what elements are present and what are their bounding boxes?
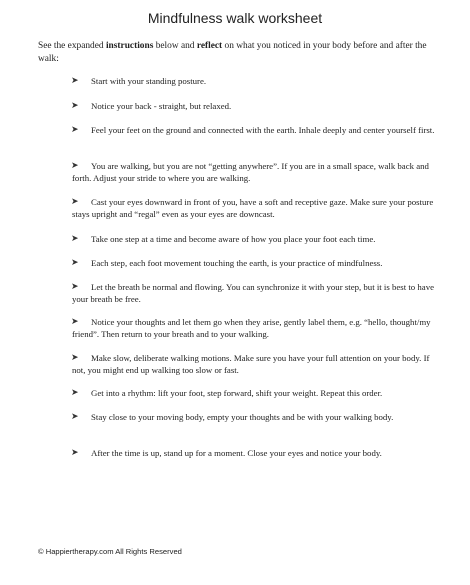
list-item-text: Let the breath be normal and flowing. You can synchronize it with your step, but it is best to have your breath be free. — [72, 282, 435, 304]
list-item-text: Start with your standing posture. — [91, 76, 207, 86]
list-item-text: Notice your thoughts and let them go when they arise, gently label them, e.g. “hello, thought/my friend”. Then return to your breath and to your walking. — [72, 317, 431, 339]
list-item — [72, 124, 440, 136]
arrow-bullet-icon: ➤ — [71, 125, 79, 135]
intro-text-1: See the expanded — [38, 41, 106, 51]
list-item-text: Take one step at a time and become aware of how you place your foot each time. — [91, 234, 376, 244]
list-item — [72, 281, 440, 305]
list-item — [72, 316, 440, 340]
list-item-text: Each step, each foot movement touching the earth, is your practice of mindfulness. — [91, 258, 383, 268]
list-item-text: Make slow, deliberate walking motions. Make sure you have your full attention on your body. If not, you might end up walking too slow or fast. — [72, 353, 430, 375]
list-item — [72, 257, 440, 269]
arrow-bullet-icon: ➤ — [71, 388, 79, 398]
arrow-bullet-icon: ➤ — [71, 161, 79, 171]
list-item — [72, 196, 440, 220]
arrow-bullet-icon: ➤ — [71, 76, 79, 86]
list-item-text: Cast your eyes downward in front of you, have a soft and receptive gaze. Make sure your posture stays upright and “regal” even as your eyes are downcast. — [72, 197, 434, 219]
list-item-text: Stay close to your moving body, empty your thoughts and be with your walking body. — [91, 412, 394, 422]
intro-bold-reflect: reflect — [196, 41, 223, 51]
arrow-bullet-icon: ➤ — [71, 412, 79, 422]
arrow-bullet-icon: ➤ — [71, 317, 79, 327]
list-item-text: You are walking, but you are not “getting anywhere”. If you are in a small space, walk back and forth. Adjust your stride to where you are walking. — [72, 161, 429, 183]
list-item-text: Feel your feet on the ground and connected with the earth. Inhale deeply and center yourself first. — [91, 125, 435, 135]
intro-bold-instructions: instructions — [105, 41, 154, 51]
arrow-bullet-icon: ➤ — [71, 101, 79, 111]
list-item — [72, 447, 440, 459]
list-item — [72, 233, 440, 245]
arrow-bullet-icon: ➤ — [71, 197, 79, 207]
intro-text-2: below and — [153, 41, 197, 51]
list-item — [72, 387, 440, 399]
arrow-bullet-icon: ➤ — [71, 234, 79, 244]
list-item — [72, 160, 440, 184]
arrow-bullet-icon: ➤ — [71, 282, 79, 292]
list-item — [72, 100, 440, 112]
copyright-footer: © Happiertherapy.com All Rights Reserved — [38, 547, 182, 556]
list-item — [72, 411, 440, 423]
list-item — [72, 75, 440, 87]
arrow-bullet-icon: ➤ — [71, 258, 79, 268]
intro-text-3: on what you noticed in your body before and after the walk: — [38, 41, 427, 64]
list-item-text: Get into a rhythm: lift your foot, step forward, shift your weight. Repeat this order. — [91, 388, 383, 398]
page-title: Mindfulness walk worksheet — [147, 10, 323, 26]
list-item — [72, 352, 440, 376]
arrow-bullet-icon: ➤ — [71, 448, 79, 458]
list-item-text: Notice your back - straight, but relaxed. — [91, 101, 232, 111]
list-item-text: After the time is up, stand up for a moment. Close your eyes and notice your body. — [91, 448, 382, 458]
arrow-bullet-icon: ➤ — [71, 353, 79, 363]
